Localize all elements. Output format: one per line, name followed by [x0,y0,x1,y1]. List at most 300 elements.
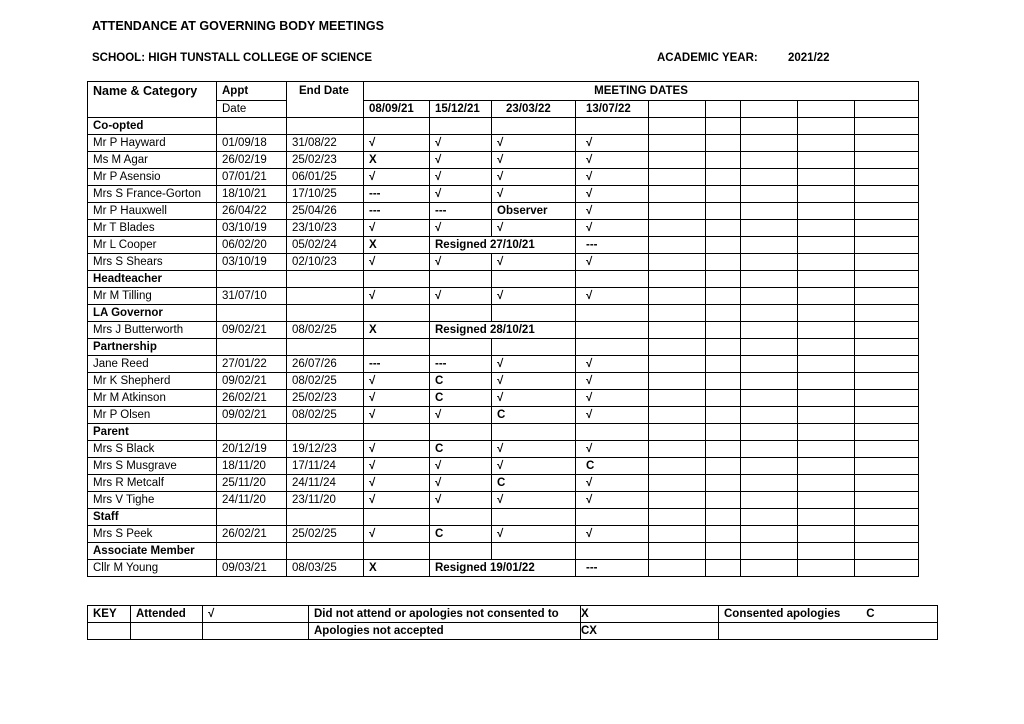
empty-cell [706,220,741,237]
member-name: Mr P Hauxwell [88,203,217,220]
empty-cell [492,543,576,560]
empty-cell [798,560,855,577]
empty-cell [798,526,855,543]
attendance-mark: √ [430,492,492,509]
empty-cell [706,339,741,356]
empty-cell [855,560,919,577]
meeting-date: 15/12/21 [430,101,492,118]
empty-cell [855,118,919,135]
category-row [88,305,919,322]
empty-cell [287,118,364,135]
empty-cell [649,543,706,560]
empty-cell [855,356,919,373]
empty-cell [706,169,741,186]
empty-cell [855,458,919,475]
not-attend-label: Did not attend or apologies not consented to [309,606,581,623]
attendance-mark: √ [492,373,576,390]
member-row [88,373,919,390]
empty-cell [649,169,706,186]
empty-cell [741,152,798,169]
attendance-mark: √ [492,356,576,373]
empty-key-cell [131,623,203,640]
member-row [88,475,919,492]
member-name: Mrs S Black [88,441,217,458]
end-date [287,288,364,305]
member-name: Mrs S France-Gorton [88,186,217,203]
appt-date: 18/11/20 [217,458,287,475]
empty-cell [741,169,798,186]
appt-date: 26/02/21 [217,526,287,543]
empty-cell [706,526,741,543]
attendance-mark: C [430,373,492,390]
empty-cell [706,560,741,577]
empty-cell [798,509,855,526]
meeting-date: 08/09/21 [364,101,430,118]
end-date: 17/11/24 [287,458,364,475]
empty-cell [706,288,741,305]
member-name: Mr T Blades [88,220,217,237]
resigned-note: Resigned 28/10/21 [430,322,576,339]
empty-cell [492,339,576,356]
attendance-mark: √ [576,526,649,543]
category-label: Associate Member [88,543,217,560]
member-row [88,169,919,186]
appt-date: 18/10/21 [217,186,287,203]
empty-cell [798,186,855,203]
empty-cell [798,543,855,560]
empty-cell [576,305,649,322]
empty-cell [287,543,364,560]
attendance-mark: √ [364,373,430,390]
empty-cell [741,356,798,373]
end-date: 23/10/23 [287,220,364,237]
attendance-mark: √ [430,152,492,169]
member-name: Mr M Tilling [88,288,217,305]
empty-cell [649,560,706,577]
attendance-mark: √ [492,220,576,237]
attendance-mark: C [492,407,576,424]
attendance-mark: √ [576,356,649,373]
empty-cell [430,305,492,322]
empty-cell [706,322,741,339]
empty-cell [576,424,649,441]
member-row [88,526,919,543]
academic-year-value: 2021/22 [788,52,830,64]
member-name: Mr M Atkinson [88,390,217,407]
appt-date: 26/04/22 [217,203,287,220]
empty-cell [706,390,741,407]
category-label: Co-opted [88,118,217,135]
appt-date: 24/11/20 [217,492,287,509]
attendance-mark: √ [364,475,430,492]
attendance-mark: C [430,390,492,407]
empty-cell [798,271,855,288]
attendance-mark: √ [576,475,649,492]
empty-cell [706,118,741,135]
category-label: Partnership [88,339,217,356]
attendance-mark: √ [364,407,430,424]
empty-cell [492,424,576,441]
appt-date: 26/02/21 [217,390,287,407]
document-title: ATTENDANCE AT GOVERNING BODY MEETINGS [92,19,384,33]
member-row [88,135,919,152]
empty-cell [576,339,649,356]
empty-cell [649,475,706,492]
member-name: Mr P Olsen [88,407,217,424]
resigned-note: Resigned 27/10/21 [430,237,576,254]
empty-cell [217,509,287,526]
empty-cell [798,305,855,322]
attendance-mark: --- [364,186,430,203]
empty-cell [706,356,741,373]
empty-cell [364,118,430,135]
header-end-date: End Date [287,82,364,118]
empty-cell [649,526,706,543]
empty-cell [855,135,919,152]
attendance-mark: --- [364,356,430,373]
member-name: Jane Reed [88,356,217,373]
empty-cell [217,271,287,288]
empty-cell [741,254,798,271]
empty-cell [741,118,798,135]
empty-cell [741,560,798,577]
end-date: 24/11/24 [287,475,364,492]
attendance-mark: √ [576,288,649,305]
attendance-mark: √ [576,390,649,407]
attendance-mark: X [364,152,430,169]
member-name: Mr K Shepherd [88,373,217,390]
member-name: Mrs S Shears [88,254,217,271]
attendance-mark: √ [492,492,576,509]
attendance-mark: √ [364,220,430,237]
attendance-mark: √ [364,135,430,152]
key-label: KEY [88,606,131,623]
member-row [88,186,919,203]
empty-header-cell [798,101,855,118]
appt-date: 20/12/19 [217,441,287,458]
attendance-mark: Observer [492,203,576,220]
empty-cell [287,271,364,288]
empty-cell [741,390,798,407]
attendance-mark: √ [492,288,576,305]
attendance-mark: --- [430,356,492,373]
empty-cell [649,288,706,305]
end-date: 19/12/23 [287,441,364,458]
attendance-mark: √ [576,492,649,509]
empty-cell [798,237,855,254]
empty-cell [649,152,706,169]
attendance-mark: √ [492,135,576,152]
meeting-date: 23/03/22 [492,101,576,118]
empty-cell [430,118,492,135]
empty-cell [430,271,492,288]
empty-cell [741,203,798,220]
empty-key-cell [203,623,309,640]
empty-cell [576,271,649,288]
end-date: 05/02/24 [287,237,364,254]
end-date: 17/10/25 [287,186,364,203]
empty-cell [364,271,430,288]
consented-symbol: C [866,607,875,620]
not-attend-symbol: X [581,606,719,623]
attendance-mark: √ [430,458,492,475]
end-date: 25/02/23 [287,152,364,169]
attendance-mark: √ [430,220,492,237]
empty-cell [364,424,430,441]
appt-date: 26/02/19 [217,152,287,169]
empty-cell [287,305,364,322]
end-date: 08/02/25 [287,373,364,390]
empty-cell [741,458,798,475]
attendance-mark: √ [492,526,576,543]
empty-cell [855,254,919,271]
empty-cell [741,373,798,390]
empty-cell [741,135,798,152]
empty-cell [741,288,798,305]
member-name: Mrs S Peek [88,526,217,543]
member-name: Mrs S Musgrave [88,458,217,475]
category-row [88,339,919,356]
empty-cell [492,305,576,322]
school-name: SCHOOL: HIGH TUNSTALL COLLEGE OF SCIENCE [92,52,373,64]
header-appt-date: Date [217,101,287,118]
empty-cell [649,441,706,458]
empty-cell [855,220,919,237]
empty-cell [706,424,741,441]
empty-cell [855,441,919,458]
category-label: Parent [88,424,217,441]
empty-cell [430,543,492,560]
attendance-mark: √ [430,475,492,492]
attendance-mark: C [492,475,576,492]
empty-header-cell [649,101,706,118]
attendance-mark: √ [364,288,430,305]
member-row [88,458,919,475]
empty-cell [706,305,741,322]
empty-cell [798,254,855,271]
appt-date: 06/02/20 [217,237,287,254]
attendance-mark: √ [492,152,576,169]
attendance-mark: √ [576,220,649,237]
member-name: Mrs V Tighe [88,492,217,509]
attendance-mark: √ [576,169,649,186]
end-date: 08/02/25 [287,407,364,424]
empty-cell [855,169,919,186]
empty-cell [798,356,855,373]
empty-cell [649,135,706,152]
appt-date: 09/02/21 [217,407,287,424]
empty-cell [798,373,855,390]
empty-cell [649,390,706,407]
empty-cell [741,475,798,492]
attendance-mark: √ [430,169,492,186]
empty-cell [492,509,576,526]
category-row [88,509,919,526]
not-accepted-label: Apologies not accepted [309,623,581,640]
empty-cell [855,509,919,526]
empty-header-cell [855,101,919,118]
appt-date: 03/10/19 [217,220,287,237]
empty-header-cell [741,101,798,118]
empty-cell [798,203,855,220]
empty-cell [855,526,919,543]
member-row [88,237,919,254]
empty-cell [706,373,741,390]
attendance-table [87,81,919,577]
empty-cell [798,118,855,135]
category-row [88,424,919,441]
empty-cell [287,339,364,356]
empty-cell [706,186,741,203]
attendance-mark: C [430,526,492,543]
empty-cell [430,509,492,526]
empty-cell [706,135,741,152]
category-label: Headteacher [88,271,217,288]
appt-date: 09/02/21 [217,322,287,339]
appt-date: 25/11/20 [217,475,287,492]
attendance-mark: √ [364,492,430,509]
header-name-category: Name & Category [88,82,217,118]
attendance-mark: √ [430,407,492,424]
empty-cell [492,271,576,288]
consented-label: Consented apologies [724,607,841,620]
empty-cell [798,322,855,339]
attendance-mark: √ [576,186,649,203]
empty-cell [576,543,649,560]
empty-cell [217,339,287,356]
end-date: 02/10/23 [287,254,364,271]
category-label: Staff [88,509,217,526]
attendance-mark: √ [576,441,649,458]
empty-cell [855,373,919,390]
empty-cell [798,288,855,305]
empty-cell [649,424,706,441]
member-name: Mr P Asensio [88,169,217,186]
end-date: 26/07/26 [287,356,364,373]
empty-cell [855,203,919,220]
empty-cell [706,237,741,254]
attendance-mark: --- [364,203,430,220]
header-meeting-dates: MEETING DATES [364,82,919,101]
empty-cell [706,458,741,475]
empty-cell [649,356,706,373]
empty-cell [706,152,741,169]
attendance-mark: √ [364,254,430,271]
resigned-note: Resigned 19/01/22 [430,560,576,577]
end-date: 25/04/26 [287,203,364,220]
member-row [88,560,919,577]
appt-date: 09/03/21 [217,560,287,577]
empty-cell [649,186,706,203]
empty-cell [741,424,798,441]
attendance-mark: √ [576,135,649,152]
not-accepted-symbol: CX [581,623,719,640]
empty-cell [287,509,364,526]
empty-cell [798,492,855,509]
end-date: 06/01/25 [287,169,364,186]
empty-cell [855,475,919,492]
empty-cell [649,458,706,475]
attendance-mark: √ [576,203,649,220]
empty-cell [217,543,287,560]
member-row [88,441,919,458]
empty-cell [364,509,430,526]
empty-cell [741,186,798,203]
empty-cell [798,169,855,186]
empty-cell [855,339,919,356]
attendance-mark: X [364,322,430,339]
empty-cell [706,543,741,560]
empty-key-cell [719,623,938,640]
empty-cell [649,339,706,356]
empty-cell [855,271,919,288]
key-table [87,605,938,640]
attendance-mark [576,322,649,339]
empty-cell [798,339,855,356]
end-date: 25/02/23 [287,390,364,407]
empty-cell [741,220,798,237]
empty-cell [364,305,430,322]
end-date: 31/08/22 [287,135,364,152]
empty-cell [855,543,919,560]
end-date: 08/02/25 [287,322,364,339]
attended-label: Attended [131,606,203,623]
member-row [88,492,919,509]
empty-cell [576,118,649,135]
empty-cell [741,509,798,526]
category-row [88,543,919,560]
empty-cell [741,543,798,560]
empty-cell [430,339,492,356]
empty-cell [798,441,855,458]
empty-header-cell [706,101,741,118]
attendance-mark: √ [364,526,430,543]
attendance-mark: √ [492,254,576,271]
attendance-mark: √ [430,135,492,152]
empty-cell [649,407,706,424]
attendance-mark: √ [492,186,576,203]
attended-symbol: √ [203,606,309,623]
attendance-mark: √ [576,254,649,271]
member-row [88,203,919,220]
empty-cell [855,305,919,322]
empty-cell [741,526,798,543]
member-name: Mr P Hayward [88,135,217,152]
attendance-mark: C [430,441,492,458]
category-row [88,271,919,288]
empty-cell [798,152,855,169]
attendance-mark: √ [364,458,430,475]
empty-cell [798,458,855,475]
empty-cell [706,203,741,220]
attendance-mark: √ [492,169,576,186]
empty-cell [364,339,430,356]
attendance-mark: √ [364,169,430,186]
member-name: Mrs R Metcalf [88,475,217,492]
empty-cell [706,407,741,424]
attendance-mark: √ [492,390,576,407]
attendance-mark: √ [576,407,649,424]
empty-cell [706,492,741,509]
empty-cell [706,509,741,526]
academic-year-label: ACADEMIC YEAR: [657,52,758,64]
empty-cell [649,509,706,526]
empty-cell [576,509,649,526]
attendance-mark: √ [576,152,649,169]
empty-cell [649,373,706,390]
empty-cell [855,407,919,424]
empty-cell [217,118,287,135]
